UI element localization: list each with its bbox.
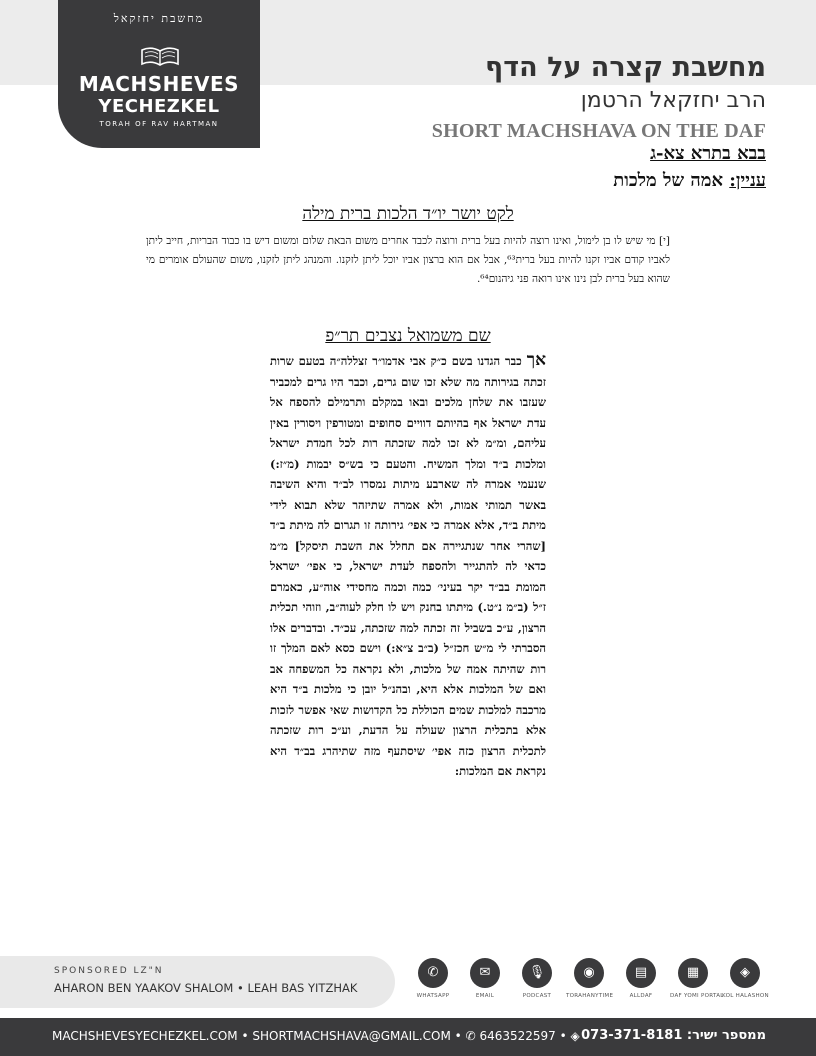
book-icon — [140, 44, 180, 68]
daf-yomi-portal-icon: ▦ — [678, 958, 708, 988]
torahanytime-icon: ◉ — [574, 958, 604, 988]
topic-value: אמה של מלכות — [613, 170, 723, 191]
section2-body: כבר הגדנו בשם כ״ק אבי אדמו״ר זצללה״ה בטעם שרות זכתה בגירותה מה שלא זכו שום גרים, וכבר היו גרים למכביר שעזבו את שלחן מלכים ובאו במקלם ותרמילם להספח אל עדת ישראל אף בהיותם דוויים סחופים ומטורפין ויסורין באין עליהם, ומ״מ לא זכו למה שזכתה רות לכל חמדת ישראל ומלכות ב״ד ומלך המשיח. והטעם כי בש״ס יבמות (מ״ז:) שנעמי אמרה לה שארבע מיתות נמסרו לב״ד והיא השיבה באשר תמותי אמות, ולא אמרה שתיזהר שלא תבוא לידי מיתת ב״ד, אלא אמרה כי אפי׳ גירותה זו תגרום לה מיתת ב״ד [שהרי אחר שנתגיירה אם תחלל את השבת תיסקל] מ״מ כדאי לה להתגייר ולהספח לעדת ישראל, כי אפי׳ ישראל המומת בב״ד יקר בעיני׳ כמה וכמה מחסידי אוה״ע, כאמרם ז״ל (ב״מ נ״ט.) מיתתו בחנק ויש לו חלק לעוה״ב, וזוהי תכלית הרצון, ע״כ בשביל זה זכתה למה שזכתה, עכ״ד. ובדברים אלו הסברתי לי מ״ש חכז״ל (ב״ב צ״א:) וישם כסא לאם המלך זו רות שהיתה אמה של מלכות, ולא נקראה כל המשפחה אב ואם של המלכות אלא היא, ובהנ״ל יובן כי מלכות ב״ד היא מרכבה למלכות שמים הכוללת כל הקדושות שאי אפשר לזכות אלא בתכלית הרצון שעולה על הדעת, וע״כ רות שזכתה לתכלית הרצון כזה אפי׳ שיסתעף מזה שתיהרג בב״ד היא נקראת אם המלכות: — [270, 354, 546, 778]
daf-yomi-portal-link[interactable] — [670, 958, 724, 999]
direct-label: ממספר ישיר: — [686, 1028, 766, 1043]
logo-tagline: TORAH OF RAV HARTMAN — [99, 120, 219, 128]
email-address-link[interactable]: SHORTMACHSHAVA@GMAIL.COM — [252, 1029, 451, 1043]
podcast-link[interactable] — [514, 958, 560, 999]
topic-label: עניין: — [729, 170, 766, 191]
phone-number[interactable]: 6463522597 — [479, 1029, 556, 1043]
topic-line — [613, 170, 766, 191]
section2-heading: שם משמואל נצבים תר״פ — [325, 326, 491, 346]
torahanytime-link[interactable] — [566, 958, 612, 999]
logo — [58, 0, 260, 148]
alldaf-icon: ▤ — [626, 958, 656, 988]
separator-dot: • — [241, 1029, 253, 1043]
section2-first-word: אך — [526, 350, 546, 370]
sponsor-names: AHARON BEN YAAKOV SHALOM • LEAH BAS YITZHAK — [54, 981, 358, 995]
kol-halashon-label: KOL HALASHON — [722, 993, 769, 999]
separator-dot: • — [454, 1029, 466, 1043]
podcast-label: PODCAST — [522, 993, 552, 999]
email-label: EMAIL — [475, 993, 495, 999]
kol-halashon-icon: ◈ — [730, 958, 760, 988]
section1-text: [י] מי שיש לו בן לימול, ואינו רוצה להיות בעל ברית ורוצה לכבד אחרים משום הבאת שלום ומשום דיש בו כבוד הבריות, חייב ליתן לאביו קודם אביו זקנו להיות בעל ברית⁶³, אבל אם הוא ברצון אביו יוכל ליתן לזקנו. והמנהג ליתן לזקנו, משום שהעולם אומרים מי שהוא בעל ברית לבן נינו אינו רואה פני גיהנום⁶⁴. — [146, 235, 670, 285]
footer-bar — [0, 1018, 816, 1056]
email-icon: ✉ — [470, 958, 500, 988]
footer-contacts — [52, 1029, 580, 1043]
daf-reference: בבא בתרא צא-ג — [650, 143, 766, 164]
section2-text — [270, 350, 546, 782]
whatsapp-link[interactable] — [410, 958, 456, 999]
separator-dot: • — [559, 1029, 571, 1043]
alldaf-label: ALLDAF — [629, 993, 653, 999]
section1-heading: לקט יושר יו״ד הלכות ברית מילה — [302, 204, 514, 224]
logo-line1: MACHSHEVES — [78, 72, 240, 96]
logo-hebrew: מחשבת יחזקאל — [113, 12, 205, 25]
whatsapp-icon: ✆ — [418, 958, 448, 988]
whatsapp-label: WHATSAPP — [416, 993, 450, 999]
podcast-icon: 🎙 — [522, 958, 552, 988]
kol-halashon-link[interactable] — [722, 958, 768, 999]
email-link[interactable] — [462, 958, 508, 999]
direct-number[interactable]: 073-371-8181 — [581, 1028, 683, 1043]
alldaf-link[interactable] — [618, 958, 664, 999]
direct-line — [581, 1028, 766, 1043]
logo-line2: YECHEZKEL — [98, 96, 220, 117]
sponsor-box — [0, 956, 395, 1008]
rav-name: הרב יחזקאל הרטמן — [580, 88, 766, 113]
website-link[interactable]: MACHSHEVESYECHEZKEL.COM — [52, 1029, 238, 1043]
torahanytime-label: TORAHANYTIME — [566, 993, 614, 999]
phone-icon: ✆ — [465, 1029, 476, 1043]
daf-yomi-portal-label: DAF YOMI PORTAL — [670, 993, 724, 999]
kol-halashon-footer-icon: ◈ — [570, 1029, 580, 1043]
icon-bar — [410, 958, 780, 1008]
english-title: SHORT MACHSHAVA ON THE DAF — [431, 120, 766, 142]
page-title: מחשבת קצרה על הדף — [485, 52, 766, 83]
sponsor-label: SPONSORED LZ"N — [54, 966, 164, 976]
